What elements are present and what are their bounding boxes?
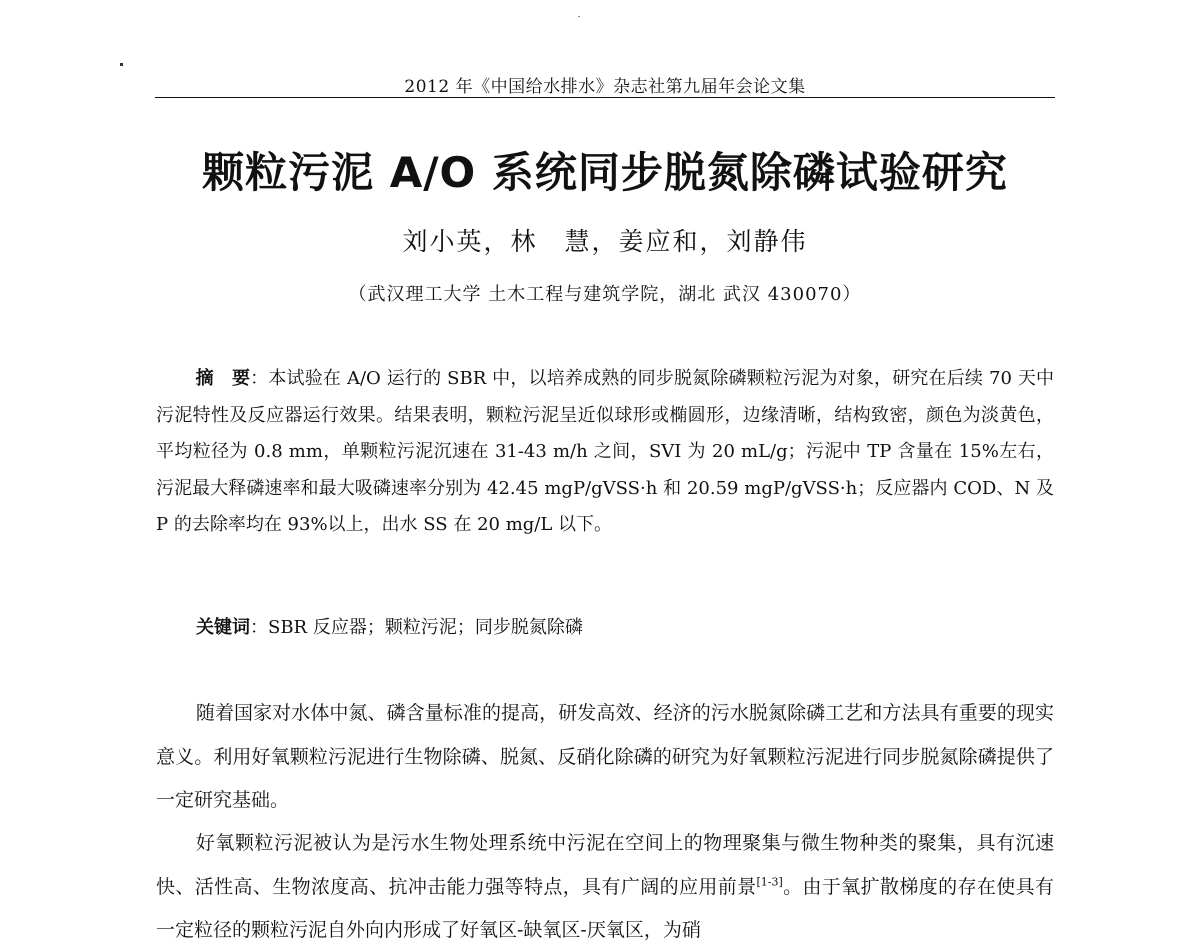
body-paragraph-2 [156, 822, 1054, 952]
body-paragraph-2-text-a: 好氧颗粒污泥被认为是污水生物处理系统中污泥在空间上的物理聚集与微生物种类的聚集，具有沉速快、活性高、生物浓度高、抗冲击能力强等特点，具有广阔的应用前景 [156, 832, 1054, 898]
keywords [196, 613, 1054, 643]
author-list: 刘小英，林 慧，姜应和，刘静伟 [402, 227, 808, 256]
body-paragraph-1: 随着国家对水体中氮、磷含量标准的提高，研发高效、经济的污水脱氮除磷工艺和方法具有重要的现实意义。利用好氧颗粒污泥进行生物除磷、脱氮、反硝化除磷的研究为好氧颗粒污泥进行同步脱氮除磷提供了一定研究基础。 [156, 702, 1054, 811]
affiliation: （武汉理工大学 土木工程与建筑学院，湖北 武汉 430070） [348, 284, 862, 305]
keywords-label: 关键词 [196, 617, 250, 638]
scan-speck [120, 63, 123, 66]
abstract-label: 摘 要 [195, 368, 251, 389]
abstract-text: ：本试验在 A/O 运行的 SBR 中，以培养成熟的同步脱氮除磷颗粒污泥为对象，研究在后续 70 天中污泥特性及反应器运行效果。结果表明，颗粒污泥呈近似球形或椭圆形，边缘清晰，结构致密，颜色为淡黄色，平均粒径为 0.8 mm，单颗粒污泥沉速在 31-43 m/h 之间，SVI 为 20 mL/g；污泥中 TP 含量在 15%左右，污泥最大释磷速率和最大吸磷速率分别为 42.45 mgP/gVSS·h 和 20.59 mgP/gVSS·h；反应器内 COD、N 及 P 的去除率均在 93%以上，出水 SS 在 20 mg/L 以下。 [156, 368, 1055, 535]
paper-title: 颗粒污泥 A/O 系统同步脱氮除磷试验研究 [202, 148, 1008, 197]
scan-speck [578, 16, 580, 17]
body-paragraph-2-text-b: 。由于氧扩散梯度的存在使具有一定粒径的颗粒污泥自外向内形成了好氧区-缺氧区-厌氧区，为硝 [156, 875, 1054, 941]
running-header: 2012 年《中国给水排水》杂志社第九届年会论文集 [404, 77, 806, 97]
abstract [156, 361, 1054, 544]
header-rule [155, 97, 1055, 98]
keywords-text: ：SBR 反应器；颗粒污泥；同步脱氮除磷 [250, 617, 583, 638]
citation-ref: [1-3] [756, 875, 783, 889]
